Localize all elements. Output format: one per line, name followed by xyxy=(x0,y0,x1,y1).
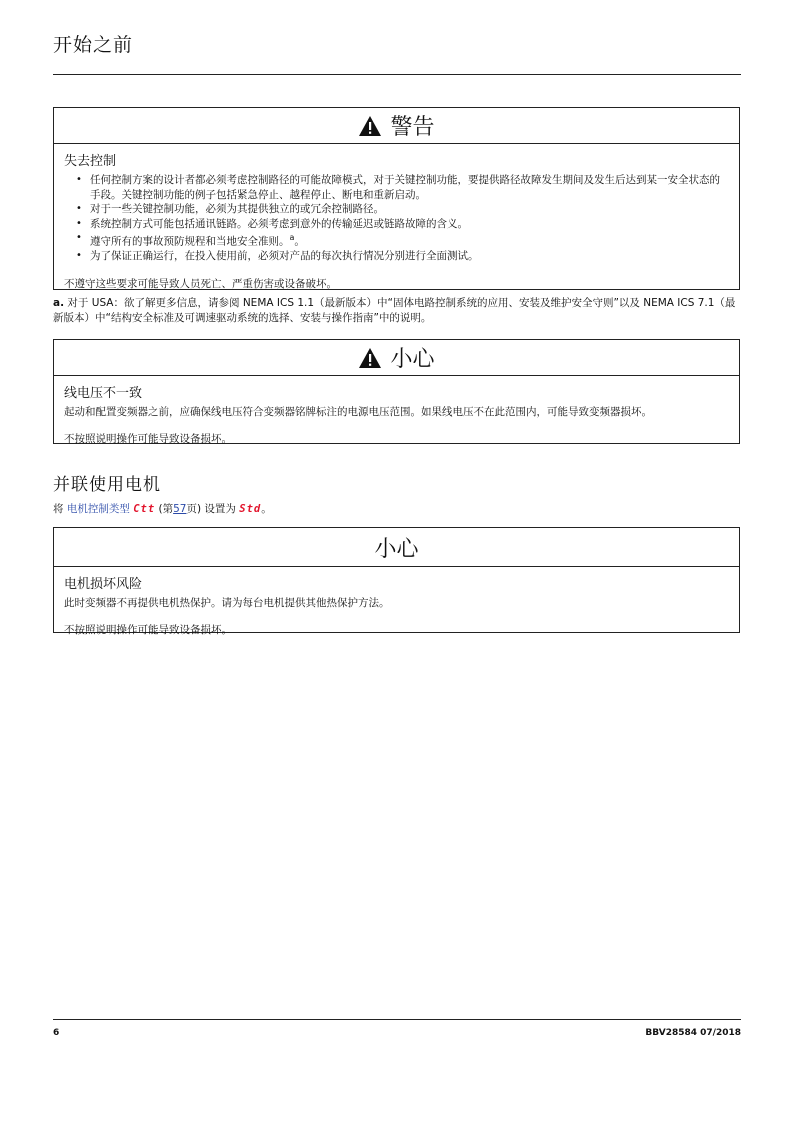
page-title: 开始之前 xyxy=(53,34,134,56)
footer-rule xyxy=(53,1019,741,1020)
warning-heading-text: 警告 xyxy=(390,115,435,140)
warning-triangle-icon xyxy=(358,347,382,369)
caution-body: 此时变频器不再提供电机热保护。请为每台电机提供其他热保护方法。 xyxy=(64,597,390,609)
list-item: • 系统控制方式可能包括通讯链路。必须考虑到意外的传输延迟或链路故障的含义。 xyxy=(82,217,729,232)
caution-subtitle: 线电压不一致 xyxy=(64,386,143,401)
warning-subtitle: 失去控制 xyxy=(64,154,117,169)
list-item: • 对于一些关键控制功能，必须为其提供独立的或冗余控制路径。 xyxy=(82,202,729,217)
instruction-prefix: 将 xyxy=(53,503,64,515)
footnote-label: a. xyxy=(53,297,65,309)
motor-control-type-link[interactable]: 电机控制类型 xyxy=(66,503,130,515)
code-std: Std xyxy=(239,503,262,515)
list-item: • 遵守所有的事故预防规程和当地安全准则。$^a$。 xyxy=(82,231,729,249)
warning-bullet-list xyxy=(64,173,729,264)
caution-box-motor-damage xyxy=(53,527,740,636)
page-ref-open: (第 xyxy=(158,503,174,515)
list-item: • 任何控制方案的设计者都必须考虑控制路径的可能故障模式，对于关键控制功能，要提供路径故障发生期间及发生后达到某一安全状态的手段。关键控制功能的例子包括紧急停止、越程停止、断电和重新启动。 xyxy=(82,173,729,202)
caution-heading xyxy=(54,528,739,567)
footnote-marker: a xyxy=(289,233,295,242)
header-rule xyxy=(53,74,741,75)
caution-consequence: 不按照说明操作可能导致设备损坏。 xyxy=(64,624,232,636)
page-ref-close: 页) 设置为 xyxy=(186,503,236,515)
list-item: • 为了保证正确运行，在投入使用前，必须对产品的每次执行情况分别进行全面测试。 xyxy=(82,249,729,264)
warning-box xyxy=(53,107,740,290)
caution-consequence: 不按照说明操作可能导致设备损坏。 xyxy=(64,433,232,445)
caution-box-line-voltage xyxy=(53,339,740,444)
warning-heading xyxy=(54,108,739,144)
warning-consequence: 不遵守这些要求可能导致人员死亡、严重伤害或设备破坏。 xyxy=(64,277,337,290)
caution-body: 起动和配置变频器之前，应确保线电压符合变频器铭牌标注的电源电压范围。如果线电压不在此范围内，可能导致变频器损坏。 xyxy=(64,406,652,418)
footnote xyxy=(53,296,743,326)
motor-control-instruction xyxy=(53,501,272,516)
warning-triangle-icon xyxy=(358,115,382,137)
caution-heading xyxy=(54,340,739,376)
caution-subtitle: 电机损坏风险 xyxy=(64,577,143,592)
section-title: 并联使用电机 xyxy=(53,475,161,495)
code-ctt: Ctt xyxy=(133,503,156,515)
instruction-end: 。 xyxy=(261,503,272,515)
page-number: 6 xyxy=(53,1028,60,1038)
footnote-text: 对于 USA：欲了解更多信息，请参阅 NEMA ICS 1.1（最新版本）中“固体电路控制系统的应用、安装及维护安全守则”以及 NEMA ICS 7.1（最新版本）中“结构安全标准及可调速驱动系统的选择、安装与操作指南”中的说明。 xyxy=(53,297,736,324)
caution-heading-text: 小心 xyxy=(390,347,435,372)
page-ref-link[interactable]: 57 xyxy=(173,503,187,515)
document-reference: BBV28584 07/2018 xyxy=(645,1028,741,1038)
caution-heading-text: 小心 xyxy=(374,536,419,562)
